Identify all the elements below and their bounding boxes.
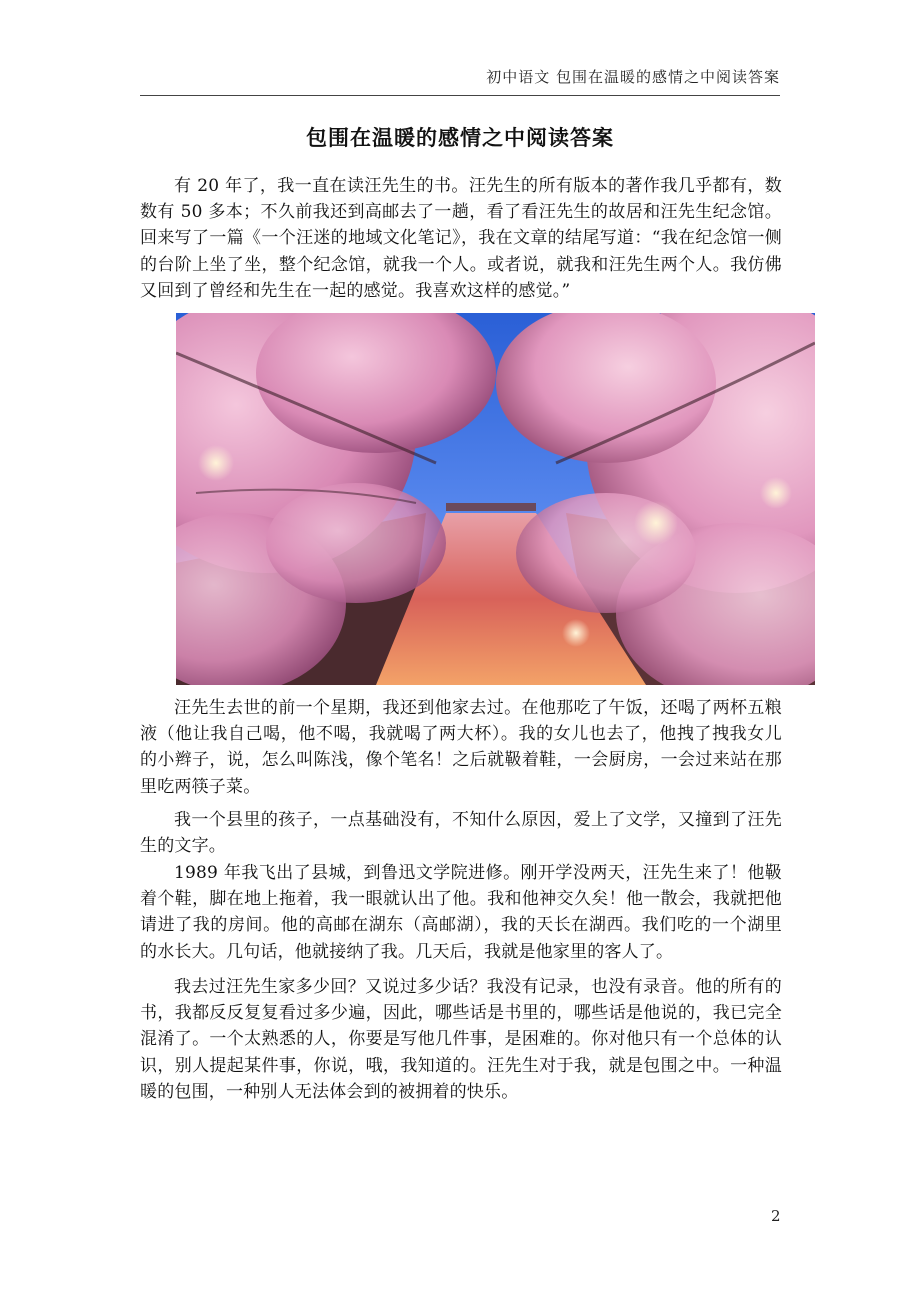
paragraph-2: 汪先生去世的前一个星期，我还到他家去过。在他那吃了午饭，还喝了两杯五粮液（他让我自己喝，他不喝，我就喝了两大杯）。我的女儿也去了，他拽了拽我女儿的小辫子，说，怎么叫陈浅，像个笔名！之后就靸着鞋，一会厨房，一会过来站在那里吃两筷子菜。	[140, 698, 782, 797]
page-number: 2	[771, 1207, 781, 1225]
paragraph-1: 有 20 年了，我一直在读汪先生的书。汪先生的所有版本的著作我几乎都有，数数有 50 多本；不久前我还到高邮去了一趟，看了看汪先生的故居和汪先生纪念馆。回来写了一篇《一个汪迷的地域文化笔记》，我在文章的结尾写道：“我在纪念馆一侧的台阶上坐了坐，整个纪念馆，就我一个人。或者说，就我和汪先生两个人。我仿佛又回到了曾经和先生在一起的感觉。我喜欢这样的感觉。”	[140, 176, 782, 301]
paragraph-3: 我一个县里的孩子，一点基础没有，不知什么原因，爱上了文学，又撞到了汪先生的文字。	[140, 810, 782, 857]
paragraph-5: 我去过汪先生家多少回？又说过多少话？我没有记录，也没有录音。他的所有的书，我都反反复复看过多少遍，因此，哪些话是书里的，哪些话是他说的，我已完全混淆了。一个太熟悉的人，你要是写他几件事，是困难的。你对他只有一个总体的认识，别人提起某件事，你说，哦，我知道的。汪先生对于我，就是包围之中。一种温暖的包围，一种别人无法体会到的被拥着的快乐。	[140, 977, 782, 1102]
paragraph-4: 1989 年我飞出了县城，到鲁迅文学院进修。刚开学没两天，汪先生来了！他靸着个鞋，脚在地上拖着，我一眼就认出了他。我和他神交久矣！他一散会，我就把他请进了我的房间。他的高邮在湖东（高邮湖），我的天长在湖西。我们吃的一个湖里的水长大。几句话，他就接纳了我。几天后，我就是他家里的客人了。	[140, 863, 782, 962]
document-title: 包围在温暖的感情之中阅读答案	[306, 125, 614, 150]
header-divider	[140, 95, 780, 96]
running-header: 初中语文 包围在温暖的感情之中阅读答案	[486, 68, 780, 86]
cherry-blossom-photo	[176, 313, 815, 685]
